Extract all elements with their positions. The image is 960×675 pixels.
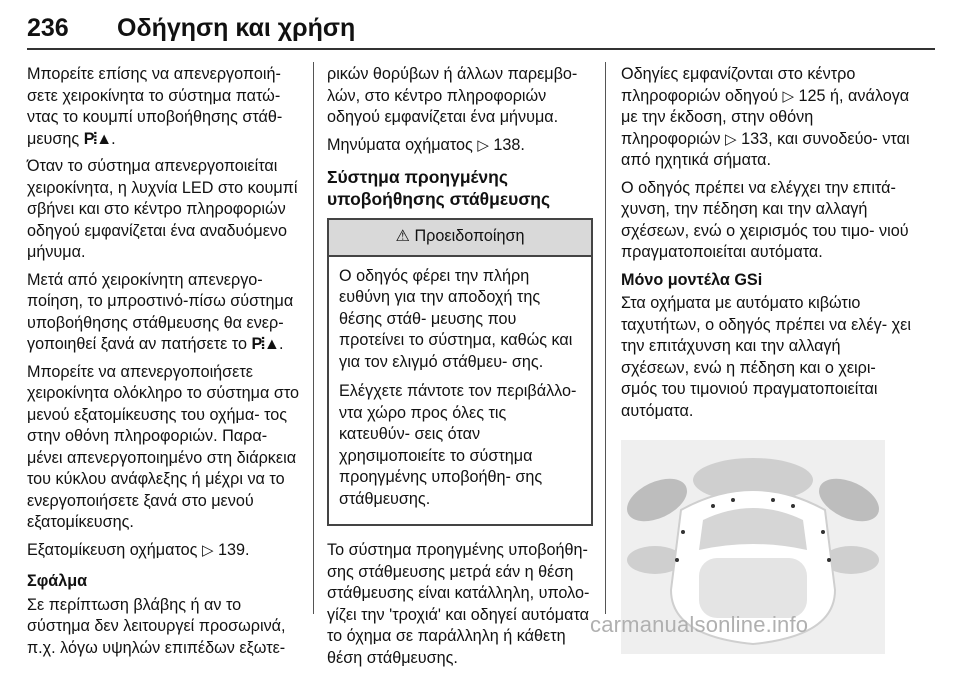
- column-divider-2: [605, 62, 606, 614]
- page-header: [27, 0, 935, 50]
- column-divider-1: [313, 62, 314, 614]
- park-assist-icon: P⦙▲: [83, 129, 112, 148]
- cross-reference[interactable]: Μηνύματα οχήματος ▷ 138.: [327, 135, 525, 154]
- column-2: [327, 64, 593, 675]
- warning-text: Ο οδηγός φέρει την πλήρη ευθύνη για την αποδοχή της θέσης στάθ- μευσης που προτείνει το σύστημα, καθώς και για τον ελιγμό στάθμευ- σης.: [339, 266, 573, 371]
- watermark: carmanualsonline.info: [590, 612, 809, 637]
- page-ref-icon: ▷: [725, 130, 737, 148]
- paragraph: Σε περίπτωση βλάβης ή αν το σύστημα δεν λειτουργεί προσωρινά, π.χ. λόγω υψηλών επιπέδων εξωτε-: [27, 595, 286, 657]
- page-ref-icon: ▷: [477, 136, 489, 154]
- park-assist-icon: P⦙▲: [251, 335, 279, 353]
- page-ref-icon: ▷: [201, 541, 214, 559]
- column-1: [27, 64, 299, 665]
- warning-header: ⚠ Προειδοποίηση: [329, 220, 591, 257]
- paragraph: Το σύστημα προηγμένης υποβοήθη- σης στάθμευσης μετρά εάν η θέση στάθμευσης είναι κατάλληλη, υπολο- γίζει την 'τροχιά' και οδηγεί αυτόματα το όχημα σε παράλληλη ή κάθετη θέση στάθμευσης.: [327, 541, 590, 667]
- cross-reference[interactable]: Εξατομίκευση οχήματος ▷ 139.: [27, 540, 250, 559]
- column-3: [621, 64, 911, 654]
- paragraph: Οδηγίες εμφανίζονται στο κέντρο πληροφοριών οδηγού ▷ 125 ή, ανάλογα με την έκδοση, στην οθόνη πληροφοριών ▷ 133, και συνοδεύο- νται από ηχητικά σήματα.: [621, 65, 910, 169]
- paragraph: Ο οδηγός πρέπει να ελέγχει την επιτά- χυνση, την πέδηση και την αλλαγή σχέσεων, ενώ ο χειρισμός του τιμο- νιού πραγματοποιείται αυτόματα.: [621, 178, 909, 261]
- page-number: 236: [27, 14, 69, 42]
- paragraph: Μπορείτε να απενεργοποιήσετε χειροκίνητα ολόκληρο το σύστημα στο μενού εξατομίκευσης του οχήμα- τος στην οθόνη πληροφοριών. Παρα- μένει απενεργοποιημένο στη διάρκεια του κύκλου ανάφλεξης ή μέχρι να το ενεργοποιήσετε ξανά στο μενού εξατομίκευσης.: [27, 362, 300, 531]
- warning-text: Ελέγχετε πάντοτε τον περιβάλλο- ντα χώρο προς όλες τις κατευθύν- σεις όταν χρησιμοποιείτε το σύστημα προηγμένης υποβοήθη- σης στάθμευσης.: [339, 382, 577, 508]
- header-rule: [27, 48, 935, 50]
- warning-box: [327, 218, 593, 526]
- section-heading: Σφάλμα: [27, 572, 88, 590]
- paragraph: ρικών θορύβων ή άλλων παρεμβο- λών, στο κέντρο πληροφοριών οδηγού εμφανίζεται ένα μήνυμα.: [327, 65, 578, 126]
- warning-body: [329, 257, 591, 525]
- chapter-title: Οδήγηση και χρήση: [117, 14, 356, 42]
- section-heading: Μόνο μοντέλα GSi: [621, 270, 763, 289]
- paragraph: Μπορείτε επίσης να απενεργοποιή- σετε χειροκίνητα το σύστημα πατώ- ντας το κουμπί υποβοήθησης στάθ- μευσης P⦙▲.: [27, 65, 283, 148]
- paragraph: Στα οχήματα με αυτόματο κιβώτιο ταχυτήτων, ο οδηγός πρέπει να ελέγ- χει την επιτάχυνση και την αλλαγή σχέσεων, ενώ η πέδηση και ο χειρι- σμός του τιμονιού πραγματοποιείται αυτόματα.: [621, 294, 911, 420]
- warning-triangle-icon: ⚠: [395, 227, 410, 245]
- paragraph: Μετά από χειροκίνητη απενεργο- ποίηση, το μπροστινό-πίσω σύστημα υποβοήθησης στάθμευσης θα ενερ- γοποιηθεί ξανά αν πατήσετε το P⦙▲.: [27, 270, 294, 353]
- page-ref-icon: ▷: [782, 87, 795, 105]
- section-heading: Σύστημα προηγμένης υποβοήθησης στάθμευσης: [327, 167, 551, 209]
- paragraph: Όταν το σύστημα απενεργοποιείται χειροκίνητα, η λυχνία LED στο κουμπί σβήνει και στο κέντρο πληροφοριών οδηγού εμφανίζεται ένα αναδυόμενο μήνυμα.: [27, 157, 298, 261]
